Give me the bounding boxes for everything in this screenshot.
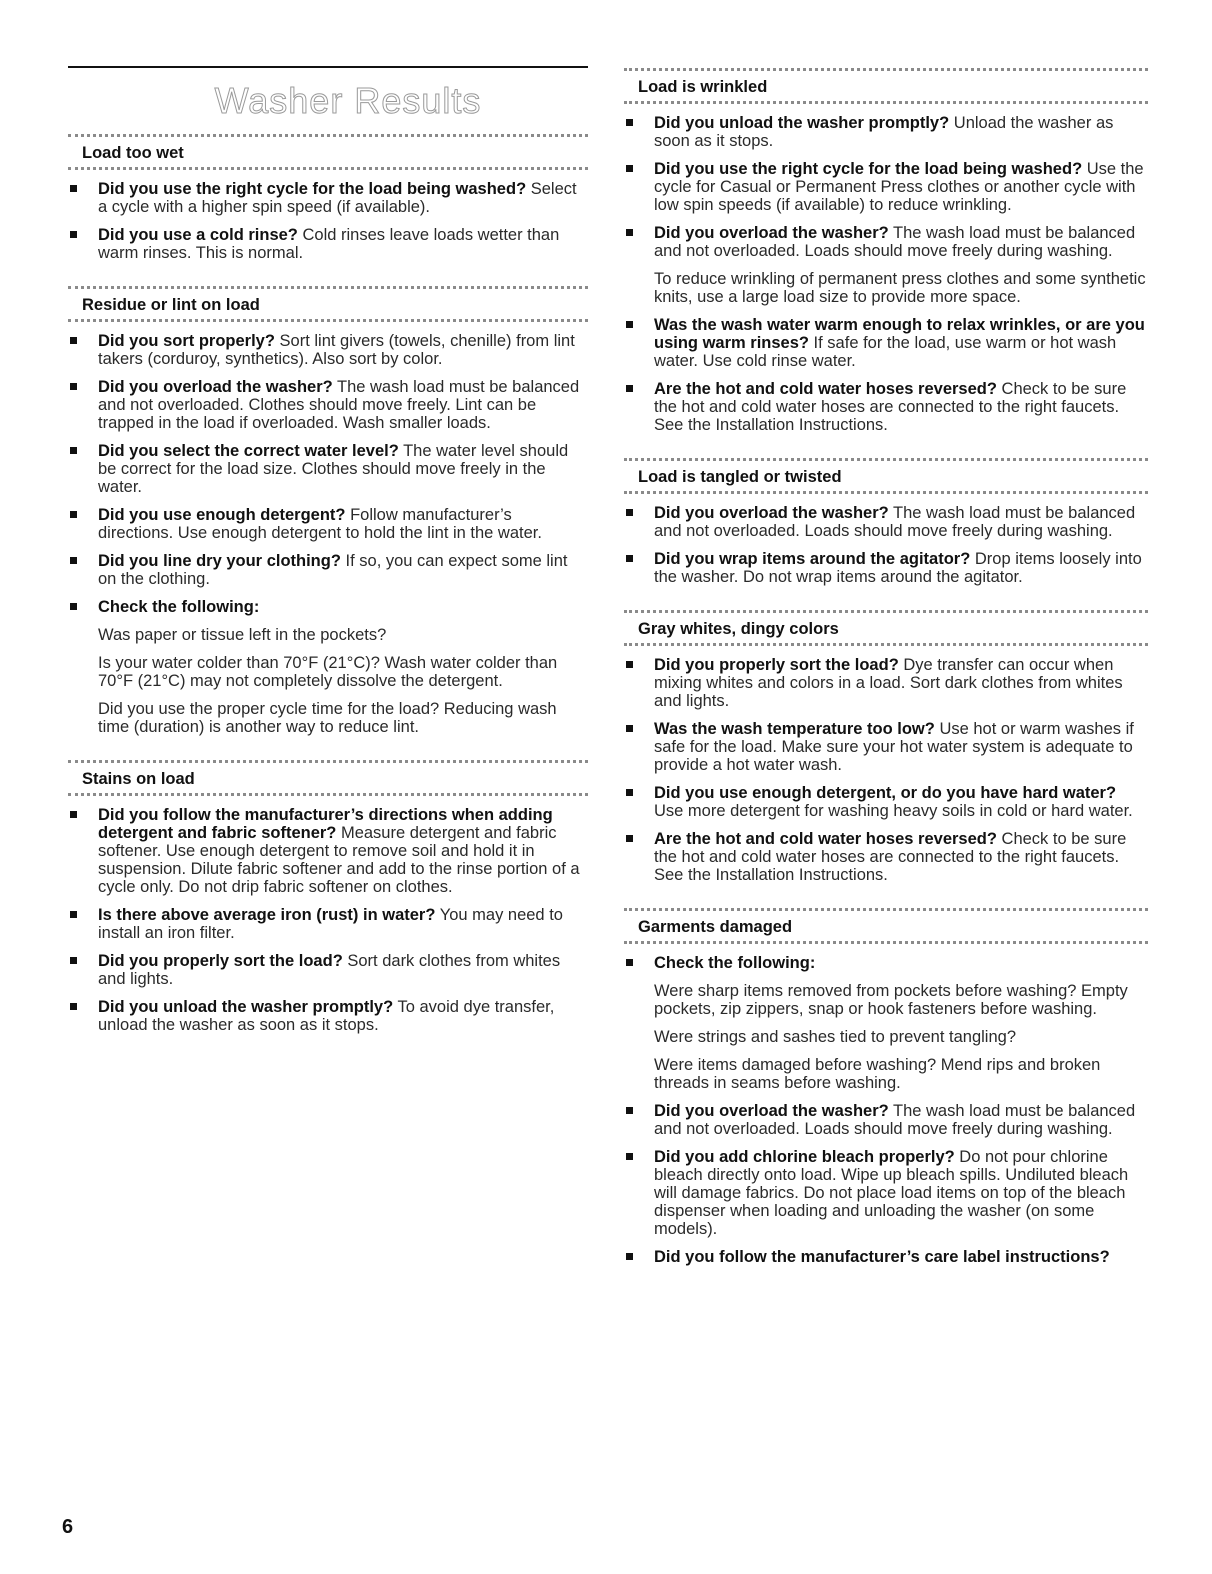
question: Was the wash temperature too low? [654, 720, 935, 738]
bullet-icon [70, 337, 77, 344]
list-item [68, 906, 588, 942]
list-item [624, 720, 1148, 774]
item-list [68, 806, 588, 1034]
section-residue [68, 286, 588, 736]
list-item [68, 378, 588, 432]
question: Did you use the right cycle for the load being washed? [654, 160, 1083, 178]
question: Did you use enough detergent, or do you have hard water? [654, 784, 1117, 802]
question: Did you use the right cycle for the load being washed? [98, 180, 527, 198]
question: Did you use enough detergent? [98, 506, 346, 524]
section-heading: Load is wrinkled [638, 78, 768, 96]
answer: Unload the washer as soon as it stops. [654, 114, 1114, 150]
question: Did you use a cold rinse? [98, 226, 298, 244]
divider [68, 319, 588, 322]
bullet-icon [626, 1253, 633, 1260]
right-column [624, 68, 1148, 1276]
bullet-icon [626, 1107, 633, 1114]
answer: Follow manufacturer’s directions. Use enough detergent to hold the lint in the water. [98, 506, 542, 542]
question: Check the following: [98, 598, 260, 616]
paragraph: Were items damaged before washing? Mend rips and broken threads in seams before washing. [654, 1056, 1101, 1092]
item-list [68, 180, 588, 262]
page-title: Washer Results [214, 80, 482, 121]
answer: The wash load must be balanced and not overloaded. Loads should move freely during washing. [654, 224, 1136, 260]
bullet-icon [70, 447, 77, 454]
section-wrinkled [624, 68, 1148, 434]
bullet-icon [626, 165, 633, 172]
bullet-icon [626, 1153, 633, 1160]
answer: Drop items loosely into the washer. Do not wrap items around the agitator. [654, 550, 1142, 586]
divider [624, 101, 1148, 104]
question: Did you select the correct water level? [98, 442, 399, 460]
bullet-icon [626, 229, 633, 236]
paragraph: Did you use the proper cycle time for the load? Reducing wash time (duration) is another way to reduce lint. [98, 700, 557, 736]
answer: Check to be sure the hot and cold water hoses are connected to the right faucets. See the Installation Instructions. [654, 830, 1127, 884]
answer: Use more detergent for washing heavy soils in cold or hard water. [654, 802, 1133, 820]
list-item [68, 552, 588, 588]
paragraph: To reduce wrinkling of permanent press clothes and some synthetic knits, use a large load size to provide more space. [654, 270, 1146, 306]
section-stains [68, 760, 588, 1034]
answer: Cold rinses leave loads wetter than warm rinses. This is normal. [98, 226, 560, 262]
answer: Use the cycle for Casual or Permanent Press clothes or another cycle with low spin speeds (if available) to reduce wrinkling. [654, 160, 1144, 214]
section-gray-whites [624, 610, 1148, 884]
answer: Sort dark clothes from whites and lights. [98, 952, 561, 988]
list-item [624, 316, 1148, 370]
answer: Check to be sure the hot and cold water hoses are connected to the right faucets. See the Installation Instructions. [654, 380, 1127, 434]
list-item [624, 224, 1148, 260]
question: Is there above average iron (rust) in water? [98, 906, 436, 924]
page-number: 6 [62, 1516, 74, 1538]
bullet-icon [70, 557, 77, 564]
list-item [624, 1102, 1148, 1138]
section-tangled [624, 458, 1148, 586]
question: Did you unload the washer promptly? [654, 114, 950, 132]
section-heading: Garments damaged [638, 918, 793, 936]
section-load-too-wet [68, 134, 588, 262]
bullet-icon [70, 383, 77, 390]
section-heading: Residue or lint on load [82, 296, 260, 314]
bullet-icon [70, 603, 77, 610]
section-heading: Load is tangled or twisted [638, 468, 842, 486]
question: Did you unload the washer promptly? [98, 998, 394, 1016]
question: Did you line dry your clothing? [98, 552, 341, 570]
bullet-icon [70, 185, 77, 192]
question: Did you overload the washer? [98, 378, 333, 396]
answer: Use hot or warm washes if safe for the load. Make sure your hot water system is adequate to provide a hot water wash. [654, 720, 1134, 774]
bullet-icon [626, 321, 633, 328]
question: Are the hot and cold water hoses reversed? [654, 380, 997, 398]
divider [624, 643, 1148, 646]
list-item [68, 506, 588, 542]
bullet-icon [70, 231, 77, 238]
list-item [68, 952, 588, 988]
paragraph: Were sharp items removed from pockets before washing? Empty pockets, zip zippers, snap or hook fasteners before washing. [654, 982, 1128, 1018]
item-list [624, 1102, 1148, 1266]
bullet-icon [626, 119, 633, 126]
question: Did you overload the washer? [654, 504, 889, 522]
list-item [624, 504, 1148, 540]
list-item [624, 656, 1148, 710]
list-item [624, 1248, 1148, 1266]
list-item [68, 442, 588, 496]
answer: The wash load must be balanced and not overloaded. Loads should move freely during washing. [654, 504, 1136, 540]
question: Did you overload the washer? [654, 1102, 889, 1120]
question: Check the following: [654, 954, 816, 972]
question: Did you add chlorine bleach properly? [654, 1148, 955, 1166]
list-item [624, 114, 1148, 150]
section-heading: Load too wet [82, 144, 184, 162]
list-item [624, 1148, 1148, 1238]
list-item [624, 160, 1148, 214]
bullet-icon [70, 511, 77, 518]
section-heading: Gray whites, dingy colors [638, 620, 839, 638]
item-list [624, 316, 1148, 434]
answer: Do not pour chlorine bleach directly onto load. Wipe up bleach spills. Undiluted bleach will damage fabrics. Do not place load items on top of the bleach dispenser when loading and unloading the washer (on some models). [654, 1148, 1129, 1238]
list-item [624, 784, 1148, 820]
list-item [68, 806, 588, 896]
item-list [624, 504, 1148, 586]
question: Did you properly sort the load? [654, 656, 899, 674]
bullet-icon [626, 959, 633, 966]
paragraph: Was paper or tissue left in the pockets? [98, 626, 387, 644]
question: Did you sort properly? [98, 332, 275, 350]
question: Did you overload the washer? [654, 224, 889, 242]
question: Did you properly sort the load? [98, 952, 343, 970]
answer: To avoid dye transfer, unload the washer as soon as it stops. [98, 998, 555, 1034]
answer: Select a cycle with a higher spin speed (if available). [98, 180, 577, 216]
question: Was the wash water warm enough to relax wrinkles, or are you using warm rinses? [654, 316, 1145, 352]
section-heading: Stains on load [82, 770, 195, 788]
divider [68, 793, 588, 796]
list-item [624, 954, 1148, 972]
item-list [624, 656, 1148, 884]
list-item [68, 226, 588, 262]
answer: If so, you can expect some lint on the clothing. [98, 552, 568, 588]
paragraph: Is your water colder than 70°F (21°C)? Wash water colder than 70°F (21°C) may not completely dissolve the detergent. [98, 654, 558, 690]
answer: If safe for the load, use warm or hot wash water. Use cold rinse water. [654, 334, 1117, 370]
divider [624, 941, 1148, 944]
list-item [624, 380, 1148, 434]
item-list [624, 954, 1148, 972]
top-rule [68, 66, 588, 68]
question: Did you wrap items around the agitator? [654, 550, 971, 568]
bullet-icon [70, 911, 77, 918]
question: Are the hot and cold water hoses reversed? [654, 830, 997, 848]
question: Did you follow the manufacturer’s directions when adding detergent and fabric softener? [98, 806, 553, 842]
answer: Dye transfer can occur when mixing whites and colors in a load. Sort dark clothes from whites and lights. [654, 656, 1123, 710]
list-item [68, 332, 588, 368]
item-list [624, 114, 1148, 260]
bullet-icon [626, 555, 633, 562]
bullet-icon [626, 835, 633, 842]
paragraph: Were strings and sashes tied to prevent tangling? [654, 1028, 1016, 1046]
answer: The wash load must be balanced and not overloaded. Loads should move freely during washing. [654, 1102, 1136, 1138]
divider [68, 167, 588, 170]
list-item [624, 830, 1148, 884]
list-item [68, 598, 588, 616]
bullet-icon [626, 661, 633, 668]
list-item [68, 180, 588, 216]
answer: The water level should be correct for the load size. Clothes should move freely in the water. [98, 442, 569, 496]
answer: Measure detergent and fabric softener. Use enough detergent to remove soil and hold it in suspension. Dilute fabric softener and add to the rinse portion of a cycle only. Do not drip fabric softener on clothes. [98, 824, 580, 896]
item-list [68, 332, 588, 616]
bullet-icon [626, 385, 633, 392]
bullet-icon [626, 789, 633, 796]
list-item [68, 998, 588, 1034]
bullet-icon [626, 509, 633, 516]
question: Did you follow the manufacturer’s care label instructions? [654, 1248, 1110, 1266]
bullet-icon [70, 811, 77, 818]
answer: The wash load must be balanced and not overloaded. Clothes should move freely. Lint can be trapped in the load if overloaded. Wash smaller loads. [98, 378, 580, 432]
answer: Sort lint givers (towels, chenille) from lint takers (corduroy, synthetics). Also sort by color. [98, 332, 575, 368]
bullet-icon [70, 1003, 77, 1010]
bullet-icon [626, 725, 633, 732]
section-garments-damaged [624, 908, 1148, 1266]
list-item [624, 550, 1148, 586]
answer: You may need to install an iron filter. [98, 906, 563, 942]
divider [624, 491, 1148, 494]
left-column [68, 66, 588, 1044]
bullet-icon [70, 957, 77, 964]
